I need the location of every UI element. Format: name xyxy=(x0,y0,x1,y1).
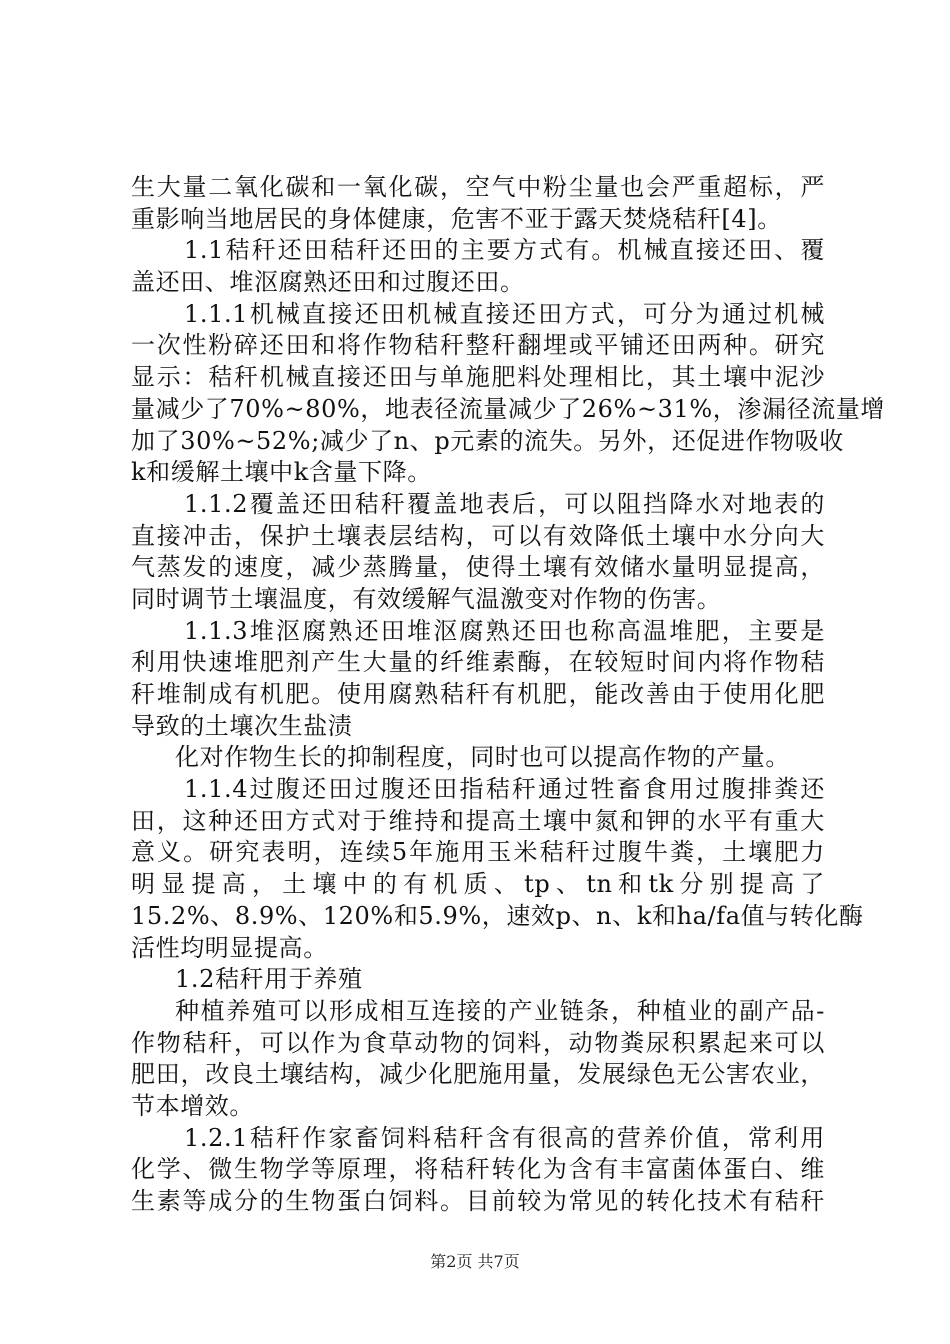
text-line: 1.2.1秸秆作家畜饲料秸秆含有很高的营养价值，常利用 xyxy=(184,1123,825,1152)
text-line: 加了30%~52%;减少了n、p元素的流失。另外，还促进作物吸收 xyxy=(131,426,844,455)
text-line: 种植养殖可以形成相互连接的产业链条，种植业的副产品- xyxy=(175,996,825,1025)
text-line: 量减少了70%~80%，地表径流量减少了26%~31%，渗漏径流量增 xyxy=(131,394,885,423)
text-line: 一次性粉碎还田和将作物秸秆整秆翻埋或平铺还田两种。研究 xyxy=(131,331,825,360)
text-line: 节本增效。 xyxy=(131,1091,254,1120)
text-line: 化学、微生物学等原理，将秸秆转化为含有丰富菌体蛋白、维 xyxy=(131,1155,825,1184)
text-line: 肥田，改良土壤结构，减少化肥施用量，发展绿色无公害农业， xyxy=(131,1060,825,1089)
text-line: 15.2%、8.9%、120%和5.9%，速效p、n、k和ha/fa值与转化酶 xyxy=(131,901,864,930)
text-line: 1.1.1机械直接还田机械直接还田方式，可分为通过机械 xyxy=(184,299,825,328)
text-line: 显示：秸秆机械直接还田与单施肥料处理相比，其土壤中泥沙 xyxy=(131,363,825,392)
text-line: 明显提高，土壤中的有机质、tp、tn和tk分别提高了 xyxy=(131,870,825,899)
text-line: 田，这种还田方式对于维持和提高土壤中氮和钾的水平有重大 xyxy=(131,806,825,835)
text-line: 化对作物生长的抑制程度，同时也可以提高作物的产量。 xyxy=(175,743,790,772)
text-line: 1.1.2覆盖还田秸秆覆盖地表后，可以阻挡降水对地表的 xyxy=(184,489,825,518)
text-line: 气蒸发的速度，减少蒸腾量，使得土壤有效储水量明显提高， xyxy=(131,553,825,582)
text-line: 意义。研究表明，连续5年施用玉米秸秆过腹牛粪，土壤肥力 xyxy=(131,838,825,867)
text-line: 作物秸秆，可以作为食草动物的饲料，动物粪尿积累起来可以 xyxy=(131,1028,825,1057)
text-line: 重影响当地居民的身体健康，危害不亚于露天焚烧秸秆[4]。 xyxy=(131,204,782,233)
text-line: 生大量二氧化碳和一氧化碳，空气中粉尘量也会严重超标，严 xyxy=(131,173,825,201)
text-line: k和缓解土壤中k含量下降。 xyxy=(131,458,432,487)
text-line: 1.1.3堆沤腐熟还田堆沤腐熟还田也称高温堆肥，主要是 xyxy=(184,616,825,645)
text-line: 秆堆制成有机肥。使用腐熟秸秆有机肥，能改善由于使用化肥 xyxy=(131,680,825,708)
text-line: 盖还田、堆沤腐熟还田和过腹还田。 xyxy=(131,268,525,297)
page-footer: 第2页 共7页 xyxy=(430,1252,520,1271)
text-line: 直接冲击，保护土壤表层结构，可以有效降低土壤中水分向大 xyxy=(131,521,825,550)
text-line: 导致的土壤次生盐渍 xyxy=(131,711,353,740)
text-line: 同时调节土壤温度，有效缓解气温激变对作物的伤害。 xyxy=(131,584,722,613)
document-body xyxy=(131,172,885,1218)
text-line: 利用快速堆肥剂产生大量的纤维素酶，在较短时间内将作物秸 xyxy=(131,648,825,677)
text-line: 生素等成分的生物蛋白饲料。目前较为常见的转化技术有秸秆 xyxy=(131,1187,825,1215)
text-line: 活性均明显提高。 xyxy=(131,933,328,962)
text-line: 1.1秸秆还田秸秆还田的主要方式有。机械直接还田、覆 xyxy=(184,236,825,265)
text-line: 1.2秸秆用于养殖 xyxy=(175,965,363,994)
text-line: 1.1.4过腹还田过腹还田指秸秆通过牲畜食用过腹排粪还 xyxy=(184,775,825,804)
